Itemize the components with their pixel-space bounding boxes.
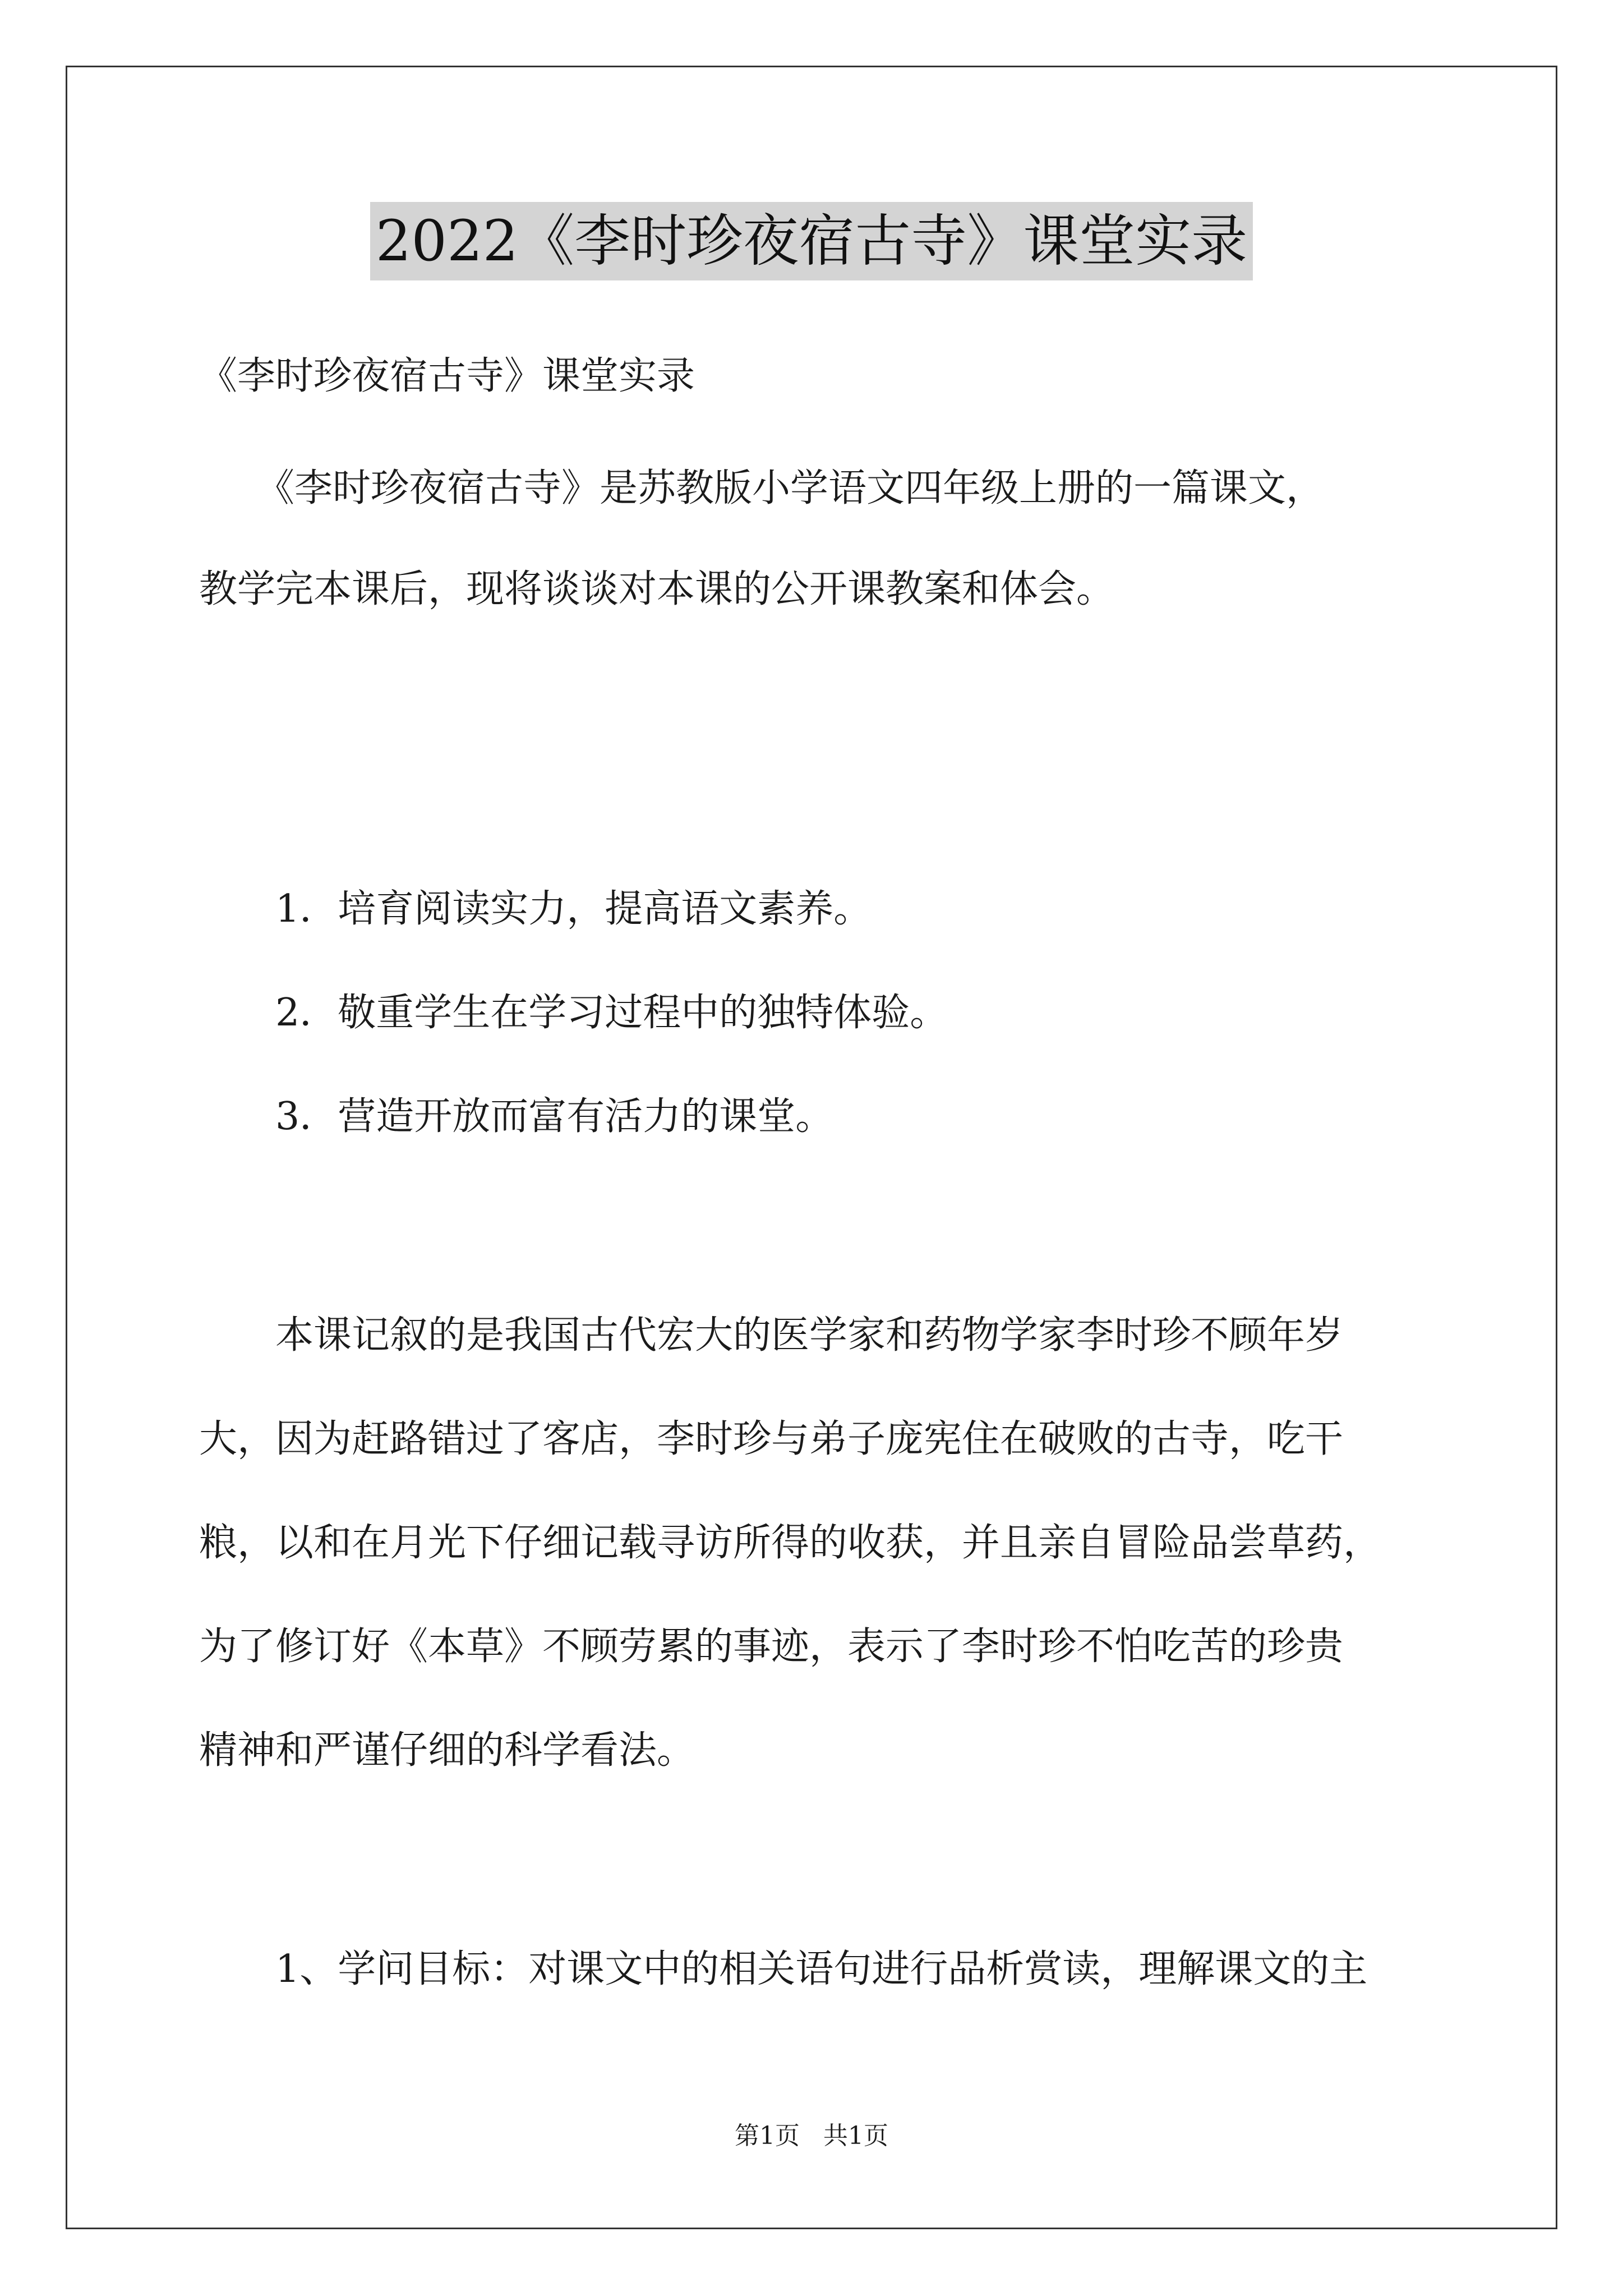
body-line-2: 大，因为赶路错过了客店，李时珍与弟子庞宪住在破败的古寺，吃干 <box>199 1417 1344 1461</box>
page-total: 共1页 <box>823 2122 888 2150</box>
body-line-3: 粮，以和在月光下仔细记载寻访所得的收获，并且亲自冒险品尝草药， <box>199 1521 1382 1565</box>
page-footer <box>0 2119 1623 2153</box>
page-number: 第1页 <box>735 2122 800 2150</box>
goal-item-2: 2．敬重学生在学习过程中的独特体验。 <box>199 991 948 1035</box>
body-line-4: 为了修订好《本草》不顾劳累的事迹，表示了李时珍不怕吃苦的珍贵 <box>199 1625 1344 1669</box>
subtitle-line: 《李时珍夜宿古寺》课堂实录 <box>199 354 695 398</box>
knowledge-goal-line: 1、学问目标：对课文中的相关语句进行品析赏读，理解课文的主 <box>199 1947 1368 1991</box>
body-line-1: 本课记叙的是我国古代宏大的医学家和药物学家李时珍不顾年岁 <box>199 1313 1344 1358</box>
goal-item-3: 3．营造开放而富有活力的课堂。 <box>199 1094 834 1139</box>
goal-item-1: 1．培育阅读实力，提高语文素养。 <box>199 887 872 931</box>
title-container <box>0 202 1623 280</box>
document-title: 2022《李时珍夜宿古寺》课堂实录 <box>370 202 1253 280</box>
intro-line-1: 《李时珍夜宿古寺》是苏教版小学语文四年级上册的一篇课文， <box>199 466 1325 510</box>
intro-line-2: 教学完本课后，现将谈谈对本课的公开课教案和体会。 <box>199 567 1115 611</box>
body-line-5: 精神和严谨仔细的科学看法。 <box>199 1728 695 1773</box>
